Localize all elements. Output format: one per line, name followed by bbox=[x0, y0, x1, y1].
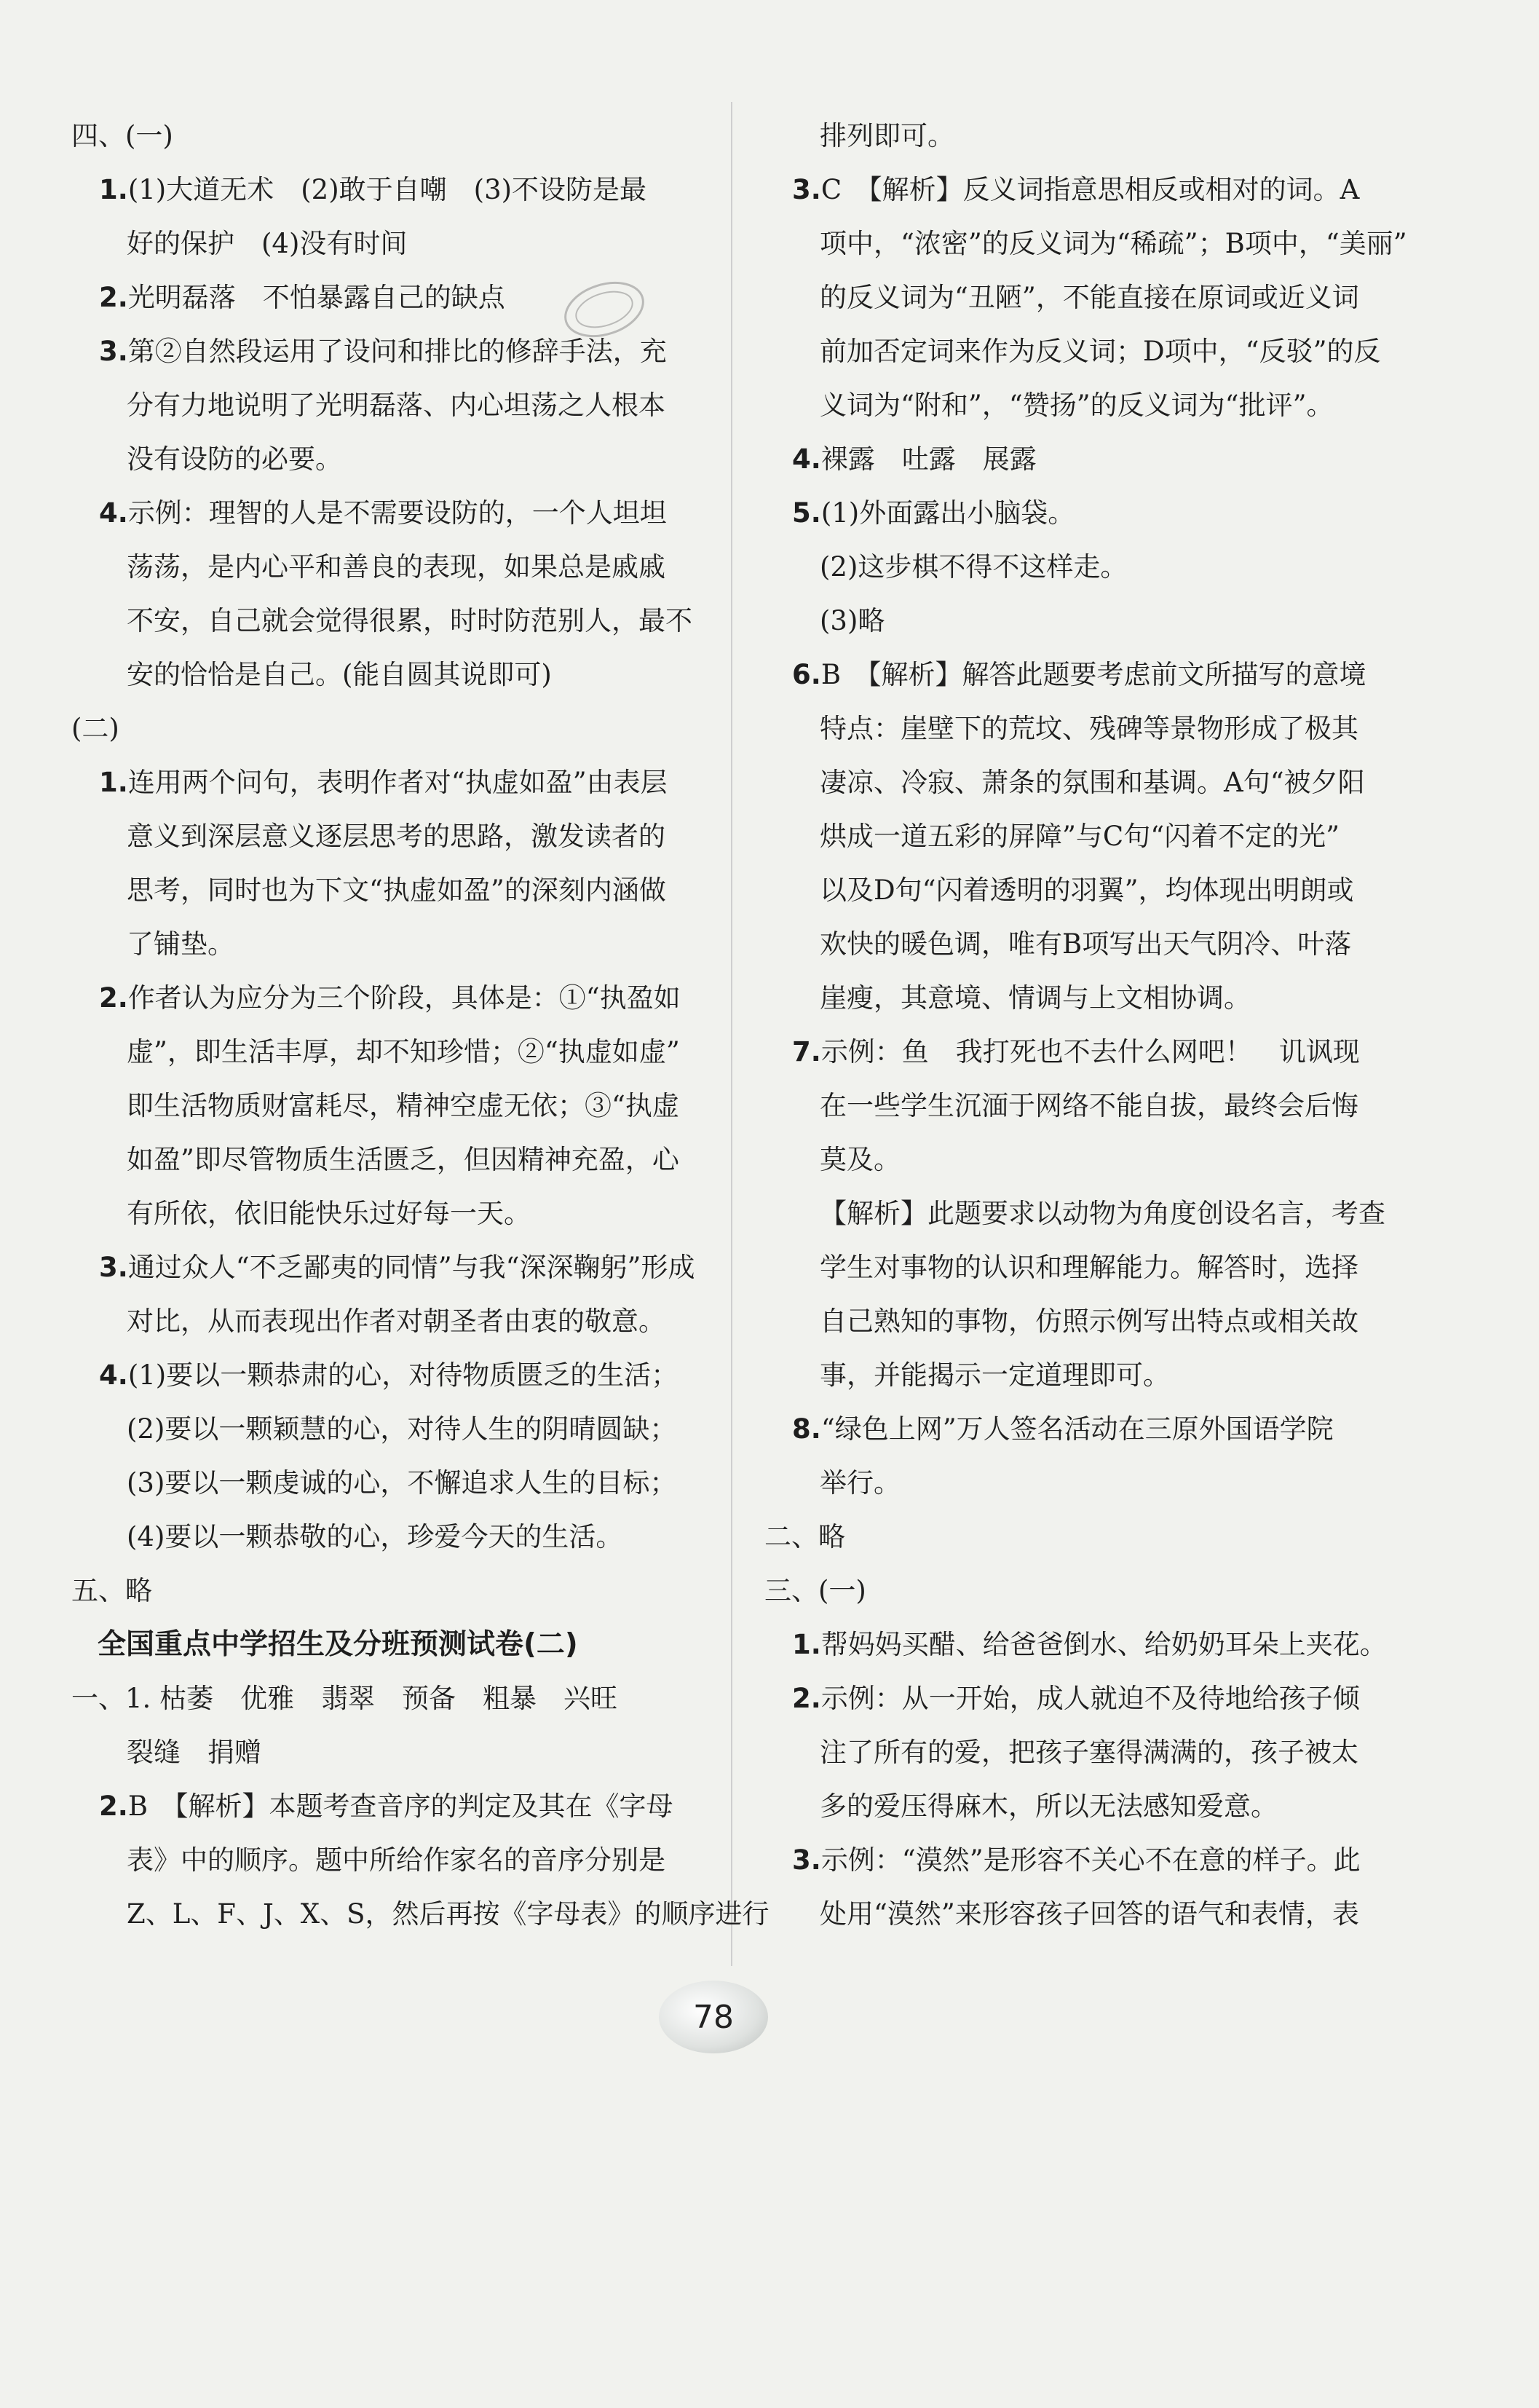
section-heading bbox=[764, 1510, 1420, 1564]
item-text: (1)外面露出小脑袋。 bbox=[820, 497, 1075, 529]
section-heading bbox=[71, 1564, 697, 1618]
answer-item bbox=[71, 756, 697, 810]
line-text: 崖瘦，其意境、情调与上文相协调。 bbox=[820, 982, 1251, 1014]
line-text: 莫及。 bbox=[820, 1144, 901, 1175]
item-text: C 【解析】反义词指意思相反或相对的词。A bbox=[820, 174, 1360, 205]
item-text: 示例：“漠然”是形容不关心不在意的样子。此 bbox=[820, 1844, 1361, 1876]
continuation-line bbox=[71, 379, 697, 433]
continuation-line bbox=[764, 756, 1420, 810]
item-number: 2. bbox=[99, 982, 128, 1014]
item-number: 8. bbox=[792, 1413, 821, 1445]
continuation-line bbox=[764, 540, 1420, 594]
continuation-line bbox=[71, 1187, 697, 1241]
continuation-line bbox=[764, 1780, 1420, 1833]
item-number: 3. bbox=[99, 1252, 128, 1283]
answer-item bbox=[764, 1618, 1420, 1672]
right-column bbox=[764, 109, 1420, 1941]
section-heading bbox=[71, 109, 697, 163]
line-text: (2)这步棋不得不这样走。 bbox=[820, 551, 1128, 583]
item-number: 2. bbox=[792, 1683, 821, 1714]
continuation-line bbox=[71, 594, 697, 648]
answer-item bbox=[764, 1672, 1420, 1726]
line-text: 欢快的暖色调，唯有B项写出天气阴冷、叶落 bbox=[820, 928, 1352, 960]
item-text: 通过众人“不乏鄙夷的同情”与我“深深鞠躬”形成 bbox=[127, 1252, 695, 1283]
line-text: 了铺垫。 bbox=[127, 928, 234, 960]
item-number: 3. bbox=[99, 336, 128, 367]
answer-item bbox=[71, 163, 697, 217]
line-text: 分有力地说明了光明磊落、内心坦荡之人根本 bbox=[127, 390, 665, 421]
answer-item bbox=[764, 648, 1420, 702]
line-text: 安的恰恰是自己。(能自圆其说即可) bbox=[127, 659, 552, 690]
line-text: 排列即可。 bbox=[820, 120, 954, 151]
item-text: 连用两个问句，表明作者对“执虚如盈”由表层 bbox=[127, 767, 668, 798]
item-number: 7. bbox=[792, 1036, 821, 1067]
continuation-line bbox=[71, 1887, 770, 1941]
line-text: 特点：崖壁下的荒坟、残碑等景物形成了极其 bbox=[820, 713, 1358, 744]
continuation-line bbox=[71, 648, 697, 702]
line-text: 不安，自己就会觉得很累，时时防范别人，最不 bbox=[127, 605, 692, 636]
line-text: 凄凉、冷寂、萧条的氛围和基调。A句“被夕阳 bbox=[820, 767, 1365, 798]
item-text: 作者认为应分为三个阶段，具体是：①“执盈如 bbox=[127, 982, 681, 1014]
left-column bbox=[71, 109, 770, 1941]
heading-text: 一、1. 枯萎 优雅 翡翠 预备 粗暴 兴旺 bbox=[71, 1683, 618, 1714]
line-text: Z、L、F、J、X、S，然后再按《字母表》的顺序进行 bbox=[127, 1898, 770, 1930]
section-heading bbox=[764, 1564, 1420, 1618]
line-text: 虚”，即生活丰厚，却不知珍惜；②“执虚如虚” bbox=[127, 1036, 680, 1067]
item-number: 1. bbox=[99, 767, 128, 798]
continuation-line bbox=[71, 1510, 697, 1564]
item-number: 1. bbox=[99, 174, 128, 205]
item-number: 3. bbox=[792, 174, 821, 205]
answer-item bbox=[764, 433, 1420, 486]
line-text: 有所依，依旧能快乐过好每一天。 bbox=[127, 1198, 531, 1229]
heading-text: 五、略 bbox=[71, 1575, 152, 1606]
heading-text: 四、(一) bbox=[71, 120, 173, 151]
line-text: 在一些学生沉湎于网络不能自拔，最终会后悔 bbox=[820, 1090, 1358, 1121]
line-text: 学生对事物的认识和理解能力。解答时，选择 bbox=[820, 1252, 1358, 1283]
line-text: (4)要以一颗恭敬的心，珍爱今天的生活。 bbox=[127, 1521, 623, 1552]
column-divider bbox=[731, 102, 732, 1966]
line-text: 即生活物质财富耗尽，精神空虚无依；③“执虚 bbox=[127, 1090, 679, 1121]
continuation-line bbox=[71, 540, 697, 594]
continuation-line bbox=[764, 917, 1420, 971]
answer-item bbox=[764, 1833, 1420, 1887]
item-text: 第②自然段运用了设问和排比的修辞手法，充 bbox=[127, 336, 667, 367]
page-number: 78 bbox=[659, 1981, 768, 2053]
line-text: 思考，同时也为下文“执虚如盈”的深刻内涵做 bbox=[127, 875, 666, 906]
answer-item bbox=[71, 971, 697, 1025]
continuation-line bbox=[764, 1456, 1420, 1510]
continuation-line bbox=[764, 1349, 1420, 1402]
item-number: 3. bbox=[792, 1844, 821, 1876]
line-text: 的反义词为“丑陋”，不能直接在原词或近义词 bbox=[820, 282, 1359, 313]
item-number: 5. bbox=[792, 497, 821, 529]
continuation-line bbox=[764, 1079, 1420, 1133]
continuation-line bbox=[764, 379, 1420, 433]
line-text: 义词为“附和”，“赞扬”的反义词为“批评”。 bbox=[820, 390, 1334, 421]
item-text: 帮妈妈买醋、给爸爸倒水、给奶奶耳朵上夹花。 bbox=[820, 1629, 1387, 1660]
line-text: 对比，从而表现出作者对朝圣者由衷的敬意。 bbox=[127, 1306, 665, 1337]
item-number: 2. bbox=[99, 1791, 128, 1822]
line-text: 自己熟知的事物，仿照示例写出特点或相关故 bbox=[820, 1306, 1358, 1337]
line-text: 烘成一道五彩的屏障”与C句“闪着不定的光” bbox=[820, 821, 1340, 852]
heading-text: 二、略 bbox=[764, 1521, 845, 1552]
line-text: 没有设防的必要。 bbox=[127, 443, 342, 475]
item-text: 示例：理智的人是不需要设防的，一个人坦坦 bbox=[127, 497, 667, 529]
item-number: 4. bbox=[99, 1359, 128, 1391]
line-text: 项中，“浓密”的反义词为“稀疏”；B项中，“美丽” bbox=[820, 228, 1407, 259]
line-text: 如盈”即尽管物质生活匮乏，但因精神充盈，心 bbox=[127, 1144, 679, 1175]
line-text: 表》中的顺序。题中所给作家名的音序分别是 bbox=[127, 1844, 665, 1876]
continuation-line bbox=[71, 1726, 697, 1780]
continuation-line bbox=[764, 810, 1420, 864]
continuation-line bbox=[764, 702, 1420, 756]
line-text: 多的爱压得麻木，所以无法感知爱意。 bbox=[820, 1791, 1278, 1822]
item-text: 光明磊落 不怕暴露自己的缺点 bbox=[127, 282, 505, 313]
item-number: 4. bbox=[792, 443, 821, 475]
continuation-line bbox=[71, 1456, 697, 1510]
item-text: 示例：从一开始，成人就迫不及待地给孩子倾 bbox=[820, 1683, 1360, 1714]
answer-item bbox=[71, 1780, 697, 1833]
continuation-line bbox=[764, 1726, 1420, 1780]
continuation-line bbox=[764, 109, 1420, 163]
line-text: 事，并能揭示一定道理即可。 bbox=[820, 1359, 1170, 1391]
answer-item bbox=[764, 1025, 1420, 1079]
continuation-line bbox=[71, 1833, 697, 1887]
continuation-line bbox=[764, 1241, 1420, 1295]
item-text: “绿色上网”万人签名活动在三原外国语学院 bbox=[820, 1413, 1334, 1445]
continuation-line bbox=[71, 433, 697, 486]
answer-item bbox=[764, 1402, 1420, 1456]
continuation-line bbox=[71, 864, 697, 917]
continuation-line bbox=[764, 271, 1420, 325]
item-number: 4. bbox=[99, 497, 128, 529]
item-text: B 【解析】本题考查音序的判定及其在《字母 bbox=[127, 1791, 673, 1822]
line-text: (2)要以一颗颖慧的心，对待人生的阴晴圆缺； bbox=[127, 1413, 677, 1445]
item-text: 裸露 吐露 展露 bbox=[820, 443, 1037, 475]
line-text: 意义到深层意义逐层思考的思路，激发读者的 bbox=[127, 821, 665, 852]
continuation-line bbox=[764, 864, 1420, 917]
continuation-line bbox=[764, 1187, 1420, 1241]
item-number: 2. bbox=[99, 282, 128, 313]
section-heading bbox=[71, 1672, 697, 1726]
line-text: 以及D句“闪着透明的羽翼”，均体现出明朗或 bbox=[820, 875, 1354, 906]
line-text: 处用“漠然”来形容孩子回答的语气和表情，表 bbox=[820, 1898, 1359, 1930]
exam-title-text: 全国重点中学招生及分班预测试卷(二) bbox=[98, 1628, 578, 1661]
continuation-line bbox=[764, 217, 1420, 271]
line-text: 举行。 bbox=[820, 1467, 901, 1499]
answer-item bbox=[71, 1241, 697, 1295]
continuation-line bbox=[764, 594, 1420, 648]
continuation-line bbox=[71, 1295, 697, 1349]
continuation-line bbox=[71, 810, 697, 864]
heading-text: 三、(一) bbox=[764, 1575, 866, 1606]
continuation-line bbox=[764, 1295, 1420, 1349]
answer-item bbox=[71, 1349, 697, 1402]
line-text: (3)要以一颗虔诚的心，不懈追求人生的目标； bbox=[127, 1467, 677, 1499]
continuation-line bbox=[71, 1133, 697, 1187]
continuation-line bbox=[764, 971, 1420, 1025]
continuation-line bbox=[71, 917, 697, 971]
item-text: (1)大道无术 (2)敢于自嘲 (3)不设防是最 bbox=[127, 174, 647, 205]
answer-item bbox=[764, 163, 1420, 217]
line-text: (3)略 bbox=[820, 605, 885, 636]
item-text: B 【解析】解答此题要考虑前文所描写的意境 bbox=[820, 659, 1366, 690]
continuation-line bbox=[71, 217, 697, 271]
exam-title bbox=[71, 1618, 697, 1672]
item-number: 1. bbox=[792, 1629, 821, 1660]
heading-text: (二) bbox=[71, 713, 119, 744]
continuation-line bbox=[71, 1025, 697, 1079]
continuation-line bbox=[71, 1079, 697, 1133]
continuation-line bbox=[764, 325, 1420, 379]
item-text: (1)要以一颗恭肃的心，对待物质匮乏的生活； bbox=[127, 1359, 678, 1391]
answer-item bbox=[71, 486, 697, 540]
line-text: 前加否定词来作为反义词；D项中，“反驳”的反 bbox=[820, 336, 1381, 367]
answer-item bbox=[764, 486, 1420, 540]
line-text: 裂缝 捐赠 bbox=[127, 1737, 261, 1768]
section-heading bbox=[71, 702, 697, 756]
item-text: 示例：鱼 我打死也不去什么网吧！ 讥讽现 bbox=[820, 1036, 1360, 1067]
line-text: 【解析】此题要求以动物为角度创设名言，考查 bbox=[820, 1198, 1385, 1229]
item-number: 6. bbox=[792, 659, 821, 690]
line-text: 好的保护 (4)没有时间 bbox=[127, 228, 408, 259]
line-text: 荡荡，是内心平和善良的表现，如果总是戚戚 bbox=[127, 551, 665, 583]
continuation-line bbox=[71, 1402, 697, 1456]
line-text: 注了所有的爱，把孩子塞得满满的，孩子被太 bbox=[820, 1737, 1358, 1768]
continuation-line bbox=[764, 1887, 1420, 1941]
continuation-line bbox=[764, 1133, 1420, 1187]
